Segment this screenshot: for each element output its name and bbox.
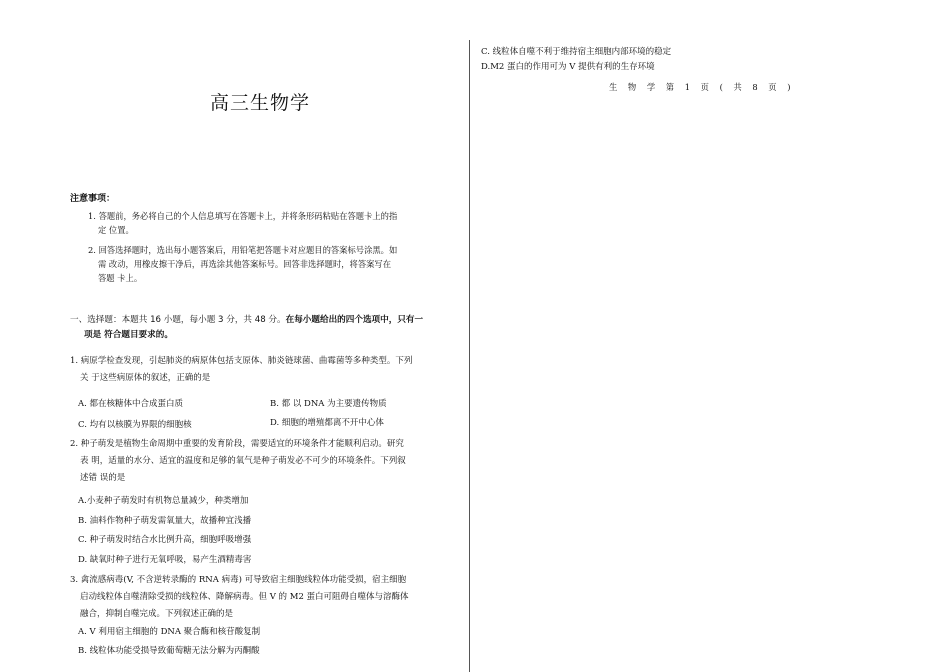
question-2-option-b: B. 油料作物种子萌发需氧量大，故播种宜浅播: [78, 516, 252, 526]
notice-item-number: 2.: [88, 245, 96, 255]
question-1-option-b: B. 都 以 DNA 为主要遗传物质: [270, 399, 387, 409]
document-title: 高三生物学: [209, 92, 310, 114]
question-3-option-b: B. 线粒体功能受损导致葡萄糖无法分解为丙酮酸: [78, 646, 260, 656]
question-line: 2. 种子萌发是植物生命周期中重要的发育阶段，需要适宜的环境条件才能顺利启动。研究: [70, 439, 404, 449]
question-3-option-a: A. V 利用宿主细胞的 DNA 聚合酶和核苷酸复制: [78, 627, 261, 637]
question-2-option-c: C. 种子萌发时结合水比例升高，细胞呼吸增强: [78, 535, 252, 545]
notice-item-text: 答题前，务必将自己的个人信息填写在答题卡上，并将条形码粘贴在答题卡上的指: [98, 211, 398, 221]
notice-item-1: [88, 209, 445, 237]
question-line: 启动线粒体自噬清除受损的线粒体、降解病毒。但 V 的 M2 蛋白可阻碍自噬体与溶酶体: [80, 592, 409, 602]
notice-item-number: 1.: [88, 211, 96, 221]
question-3-option-d: D.M2 蛋白的作用可为 V 提供有利的生存环境: [481, 62, 655, 72]
question-1-option-d: D. 细胞的增殖都离不开中心体: [270, 418, 384, 428]
section-heading-text: 一、选择题：本题共 16 小题，每小题 3 分，共 48 分。: [70, 315, 286, 325]
question-line: 融合，抑制自噬完成。下列叙述正确的是: [80, 609, 234, 619]
notice-heading: 注意事项：: [70, 194, 116, 204]
notice-item-text: 定 位置。: [98, 225, 134, 235]
question-line: 1. 病原学检查发现，引起肺炎的病原体包括支原体、肺炎链球菌、曲霉菌等多种类型。下列: [70, 356, 413, 366]
left-page: [0, 0, 469, 672]
question-line: 3. 禽流感病毒(V, 不含逆转录酶的 RNA 病毒) 可导致宿主细胞线粒体功能受损，宿主细胞: [70, 575, 407, 585]
question-2-option-d: D. 缺氧时种子进行无氧呼吸，易产生酒精毒害: [78, 555, 252, 565]
question-2-option-a: A.小麦种子萌发时有机物总量减少，种类增加: [78, 496, 249, 506]
page-divider: [469, 40, 470, 672]
page-footer: 生 物 学 第 1 页 ( 共 8 页 ): [609, 82, 795, 92]
question-3-stem: [70, 572, 445, 623]
notice-item-text: 答题 卡上。: [98, 273, 143, 283]
question-2-stem: [70, 436, 445, 487]
question-line: 述错 误的是: [80, 473, 126, 483]
question-1-stem: [70, 353, 445, 387]
notice-item-text: 回答选择题时，选出每小题答案后，用铅笔把答题卡对应题目的答案标号涂黑。如: [98, 245, 398, 255]
question-line: 关 于这些病原体的叙述，正确的是: [80, 373, 211, 383]
notice-item-2: [88, 243, 445, 285]
section-heading-text: 项是 符合题目要求的。: [84, 330, 173, 340]
question-1-option-c: C. 均有以核膜为界限的细胞核: [78, 420, 192, 430]
notice-item-text: 需 改动，用橡皮擦干净后，再选涂其他答案标号。回答非选择题时，将答案写在: [98, 259, 392, 269]
section-heading: [70, 313, 445, 343]
question-line: 表 明，适量的水分、适宜的温度和足够的氧气是种子萌发必不可少的环境条件。下列叙: [80, 456, 406, 466]
section-heading-bold: 在每小题给出的四个选项中，只有一: [285, 315, 424, 325]
question-1-option-a: A. 都在核糖体中合成蛋白质: [78, 399, 184, 409]
question-3-option-c: C. 线粒体自噬不利于维持宿主细胞内部环境的稳定: [481, 47, 672, 57]
